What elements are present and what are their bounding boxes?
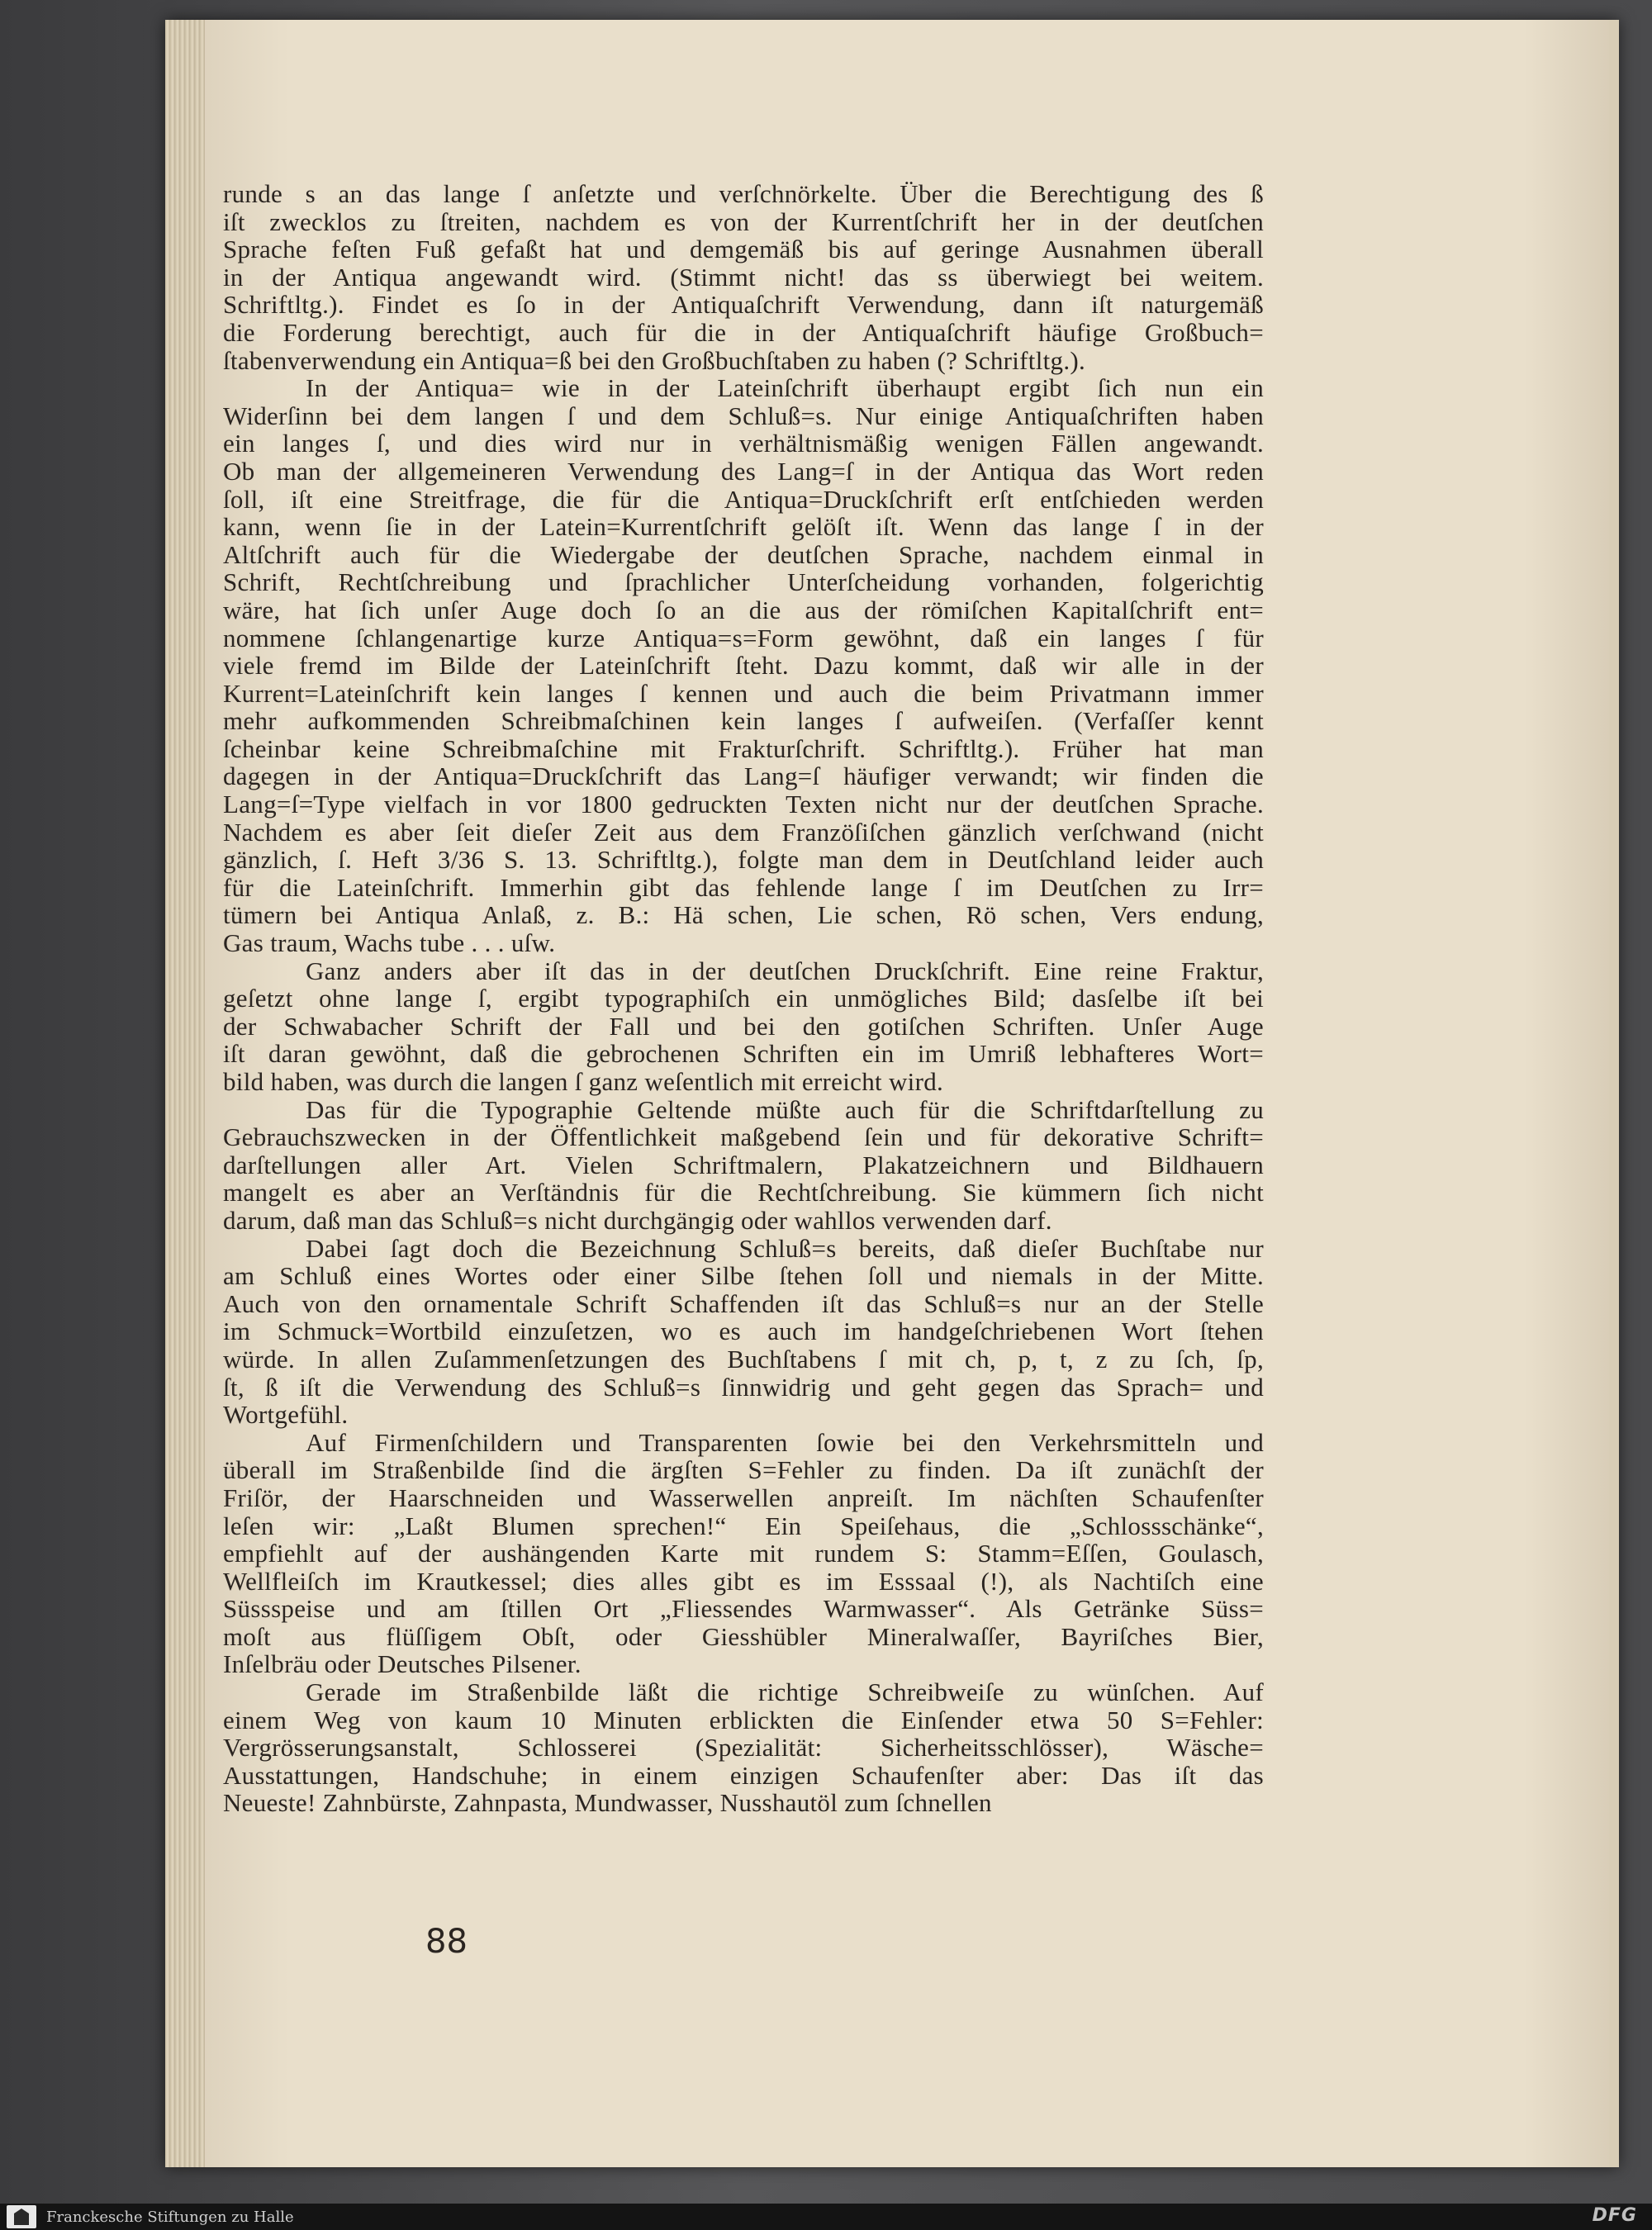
text-line: ſcheinbar keine Schreibmaſchine mit Frakturſchrift. Schriftltg.). Früher hat man [223, 733, 1264, 763]
text-line: ſt, ß iſt die Verwendung des Schluß=s ſinnwidrig und geht gegen das Sprach= und [223, 1372, 1264, 1402]
text-line: Gerade im Straßenbilde läßt die richtige Schreibweiſe zu wünſchen. Auf [306, 1677, 1264, 1707]
text-line: Ausstattungen, Handschuhe; in einem einzigen Schaufenſter aber: Das iſt das [223, 1760, 1264, 1790]
institution-logo-icon [7, 2205, 36, 2228]
text-line: iſt daran gewöhnt, daß die gebrochenen Schriften ein im Umriß lebhafteres Wort= [223, 1039, 1264, 1069]
text-line: mangelt es aber an Verſtändnis für die Rechtſchreibung. Sie kümmern ſich nicht [223, 1178, 1264, 1208]
paragraph [223, 1678, 1264, 1817]
text-line: für die Lateinſchrift. Immerhin gibt das fehlende lange ſ im Deutſchen zu Irr= [223, 872, 1264, 902]
text-line: Auf Firmenſchildern und Transparenten ſowie bei den Verkehrsmitteln und [306, 1427, 1264, 1457]
text-line: wäre, hat ſich unſer Auge doch ſo an die aus der römiſchen Kapitalſchrift ent= [223, 595, 1264, 624]
text-line: Ob man der allgemeineren Verwendung des Lang=ſ in der Antiqua das Wort reden [223, 456, 1264, 486]
text-line: kann, wenn ſie in der Latein=Kurrentſchrift gelöſt iſt. Wenn das lange ſ in der [223, 512, 1264, 542]
text-line: Gas traum, Wachs tube . . . uſw. [223, 928, 556, 958]
paragraph [223, 1429, 1264, 1678]
text-line: geſetzt ohne lange ſ, ergibt typographiſch ein unmögliches Bild; dasſelbe iſt bei [223, 984, 1264, 1013]
text-line: Das für die Typographie Geltende müßte auch für die Schriftdarſtellung zu [306, 1094, 1264, 1124]
text-line: der Schwabacher Schrift der Fall und bei den gotiſchen Schriften. Unſer Auge [223, 1011, 1264, 1041]
text-line: tümern bei Antiqua Anlaß, z. B.: Hä schen, Lie schen, Rö schen, Vers endung, [223, 900, 1264, 930]
text-line: Süssspeise und am ſtillen Ort „Fliessendes Warmwasser“. Als Getränke Süss= [223, 1594, 1264, 1624]
text-line: am Schluß eines Wortes oder einer Silbe ſtehen ſoll und niemals in der Mitte. [223, 1261, 1264, 1291]
text-line: viele fremd im Bilde der Lateinſchrift ſteht. Dazu kommt, daß wir alle in der [223, 651, 1264, 681]
text-line: ein langes ſ, und dies wird nur in verhältnismäßig wenigen Fällen angewandt. [223, 429, 1264, 458]
text-line: empfiehlt auf der aushängenden Karte mit rundem S: Stamm=Eſſen, Goulasch, [223, 1539, 1264, 1568]
paragraph [223, 1096, 1264, 1235]
text-line: Wortgefühl. [223, 1400, 349, 1430]
text-line: einem Weg von kaum 10 Minuten erblickten die Einſender etwa 50 S=Fehler: [223, 1705, 1264, 1734]
text-line: Widerſinn bei dem langen ſ und dem Schluß=s. Nur einige Antiquaſchriften haben [223, 401, 1264, 430]
footer-credit: Franckesche Stiftungen zu Halle [46, 2209, 294, 2226]
text-line: Vergrösserungsanstalt, Schlosserei (Spezialität: Sicherheitsschlösser), Wäsche= [223, 1733, 1264, 1763]
paragraph [223, 180, 1264, 374]
text-line: Altſchrift auch für die Wiedergabe der deutſchen Sprache, nachdem einmal in [223, 539, 1264, 569]
text-line: moſt aus flüſſigem Obſt, oder Giesshübler Mineralwaſſer, Bayriſches Bier, [223, 1621, 1264, 1651]
text-line: im Schmuck=Wortbild einzuſetzen, wo es auch im handgeſchriebenen Wort ſtehen [223, 1317, 1264, 1346]
text-line: Schriftltg.). Findet es ſo in der Antiquaſchrift Verwendung, dann iſt naturgemäß [223, 290, 1264, 320]
page-edges [165, 20, 206, 2167]
text-line: Schrift, Rechtſchreibung und ſprachlicher Unterſcheidung vorhanden, folgerichtig [223, 567, 1264, 597]
text-line: Sprache feſten Fuß gefaßt hat und demgemäß bis auf geringe Ausnahmen überall [223, 235, 1264, 264]
text-line: nommene ſchlangenartige kurze Antiqua=s=Form gewöhnt, daß ein langes ſ für [223, 623, 1264, 652]
text-line: in der Antiqua angewandt wird. (Stimmt nicht! das ss überwiegt bei weitem. [223, 262, 1264, 292]
paragraph [223, 957, 1264, 1096]
text-line: Kurrent=Lateinſchrift kein langes ſ kennen und auch die beim Privatmann immer [223, 678, 1264, 708]
text-line: Nachdem es aber ſeit dieſer Zeit aus dem Franzöſiſchen gänzlich verſchwand (nicht [223, 817, 1264, 847]
text-line: In der Antiqua= wie in der Lateinſchrift überhaupt ergibt ſich nun ein [306, 373, 1264, 403]
body-text [223, 180, 1264, 1817]
text-line: Dabei ſagt doch die Bezeichnung Schluß=s bereits, daß dieſer Buchſtabe nur [306, 1233, 1264, 1263]
text-line: Auch von den ornamentale Schrift Schaffenden iſt das Schluß=s nur an der Stelle [223, 1288, 1264, 1318]
dfg-logo: DFG [1592, 2205, 1637, 2226]
text-line: würde. In allen Zuſammenſetzungen des Buchſtabens ſ mit ch, p, t, z zu ſch, ſp, [223, 1344, 1264, 1374]
text-line: darſtellungen aller Art. Vielen Schriftmalern, Plakatzeichnern und Bildhauern [223, 1150, 1264, 1179]
text-line: Wellfleiſch im Krautkessel; dies alles gibt es im Esssaal (!), als Nachtiſch eine [223, 1566, 1264, 1596]
text-line: Ganz anders aber iſt das in der deutſchen Druckſchrift. Eine reine Fraktur, [306, 956, 1264, 985]
text-line: die Forderung berechtigt, auch für die in der Antiquaſchrift häufige Großbuch= [223, 317, 1264, 347]
text-line: ſtabenverwendung ein Antiqua=ß bei den Großbuchſtaben zu haben (? Schriftltg.). [223, 345, 1086, 375]
text-line: darum, daß man das Schluß=s nicht durchgängig oder wahllos verwenden darf. [223, 1205, 1052, 1235]
text-line: dagegen in der Antiqua=Druckſchrift das Lang=ſ häufiger verwandt; wir finden die [223, 762, 1264, 791]
text-line: Lang=ſ=Type vielfach in vor 1800 gedruckten Texten nicht nur der deutſchen Sprache. [223, 790, 1264, 819]
text-line: gänzlich, ſ. Heft 3/36 S. 13. Schriftltg.), folgte man dem in Deutſchland leider auch [223, 845, 1264, 875]
text-line: überall im Straßenbilde ſind die ärgſten S=Fehler zu finden. Da iſt zunächſt der [223, 1455, 1264, 1485]
text-line: Neueste! Zahnbürste, Zahnpasta, Mundwasser, Nusshautöl zum ſchnellen [223, 1788, 992, 1818]
text-line: mehr aufkommenden Schreibmaſchinen kein langes ſ aufweiſen. (Verfaſſer kennt [223, 706, 1264, 736]
text-line: leſen wir: „Laßt Blumen sprechen!“ Ein Speiſehaus, die „Schlossschänke“, [223, 1511, 1264, 1540]
text-line: iſt zwecklos zu ſtreiten, nachdem es von der Kurrentſchrift her in der deutſchen [223, 206, 1264, 236]
text-line: Gebrauchszwecken in der Öffentlichkeit maßgebend ſein und für dekorative Schrift= [223, 1122, 1264, 1152]
text-line: ſoll, iſt eine Streitfrage, die für die Antiqua=Druckſchrift erſt entſchieden werden [223, 484, 1264, 514]
text-line: Friſör, der Haarschneiden und Wasserwellen anpreiſt. Im nächſten Schaufenſter [223, 1483, 1264, 1512]
text-line: bild haben, was durch die langen ſ ganz weſentlich mit erreicht wird. [223, 1067, 944, 1096]
paragraph [223, 1235, 1264, 1429]
text-line: runde s an das lange ſ anſetzte und verſchnörkelte. Über die Berechtigung des ß [223, 179, 1264, 208]
text-line: Inſelbräu oder Deutsches Pilsener. [223, 1649, 582, 1679]
page-number: 88 [425, 1923, 468, 1961]
paragraph [223, 374, 1264, 956]
